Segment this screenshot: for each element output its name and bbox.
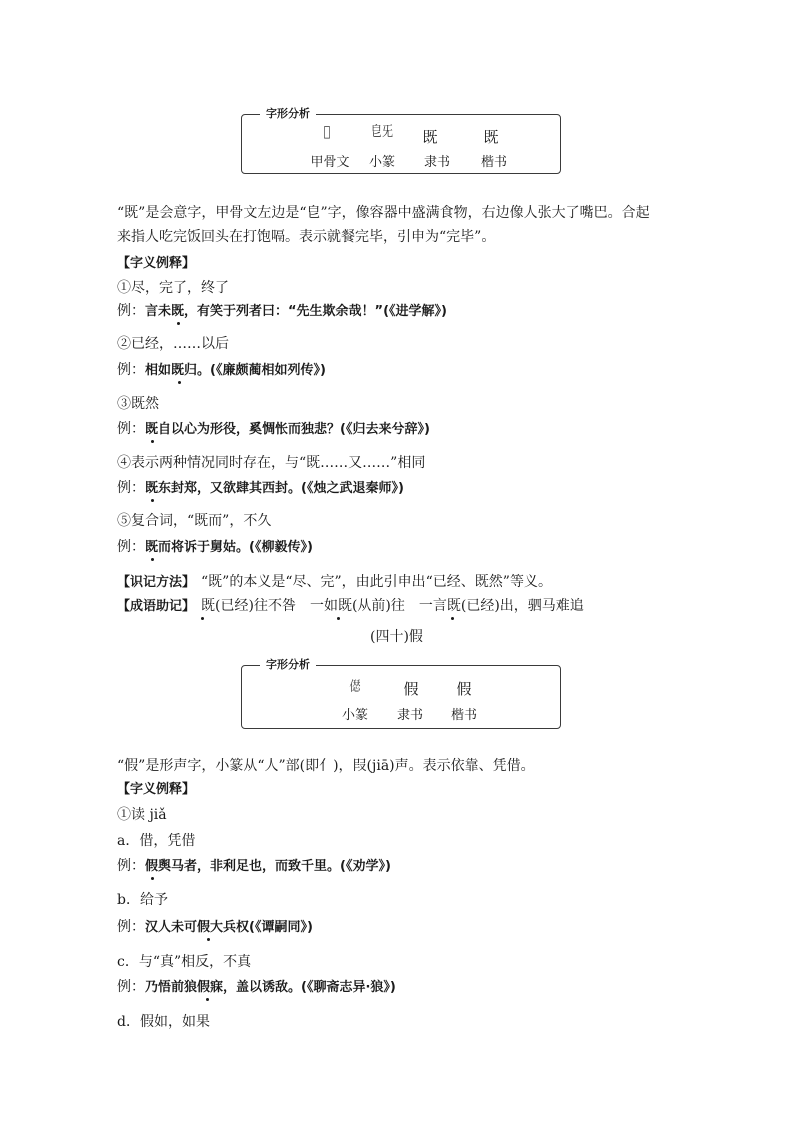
example-text: 言未既，有笑于列者曰：“先生欺余哉！”(《进学解》) [145, 304, 447, 319]
example-5 [117, 538, 313, 557]
sense-4: ④表示两种情况同时存在，与“既……又……”相同 [117, 455, 426, 471]
section-heading: (四十)假 [370, 629, 423, 645]
example-text: 乃悟前狼假寐，盖以诱敌。(《聊斋志异·狼》) [145, 980, 396, 995]
example-prefix: 例： [117, 480, 145, 496]
box-legend: 字形分析 [260, 657, 316, 673]
emphasis-dot [151, 558, 154, 561]
intro-line-1: “既”是会意字，甲骨文左边是“皀”字，像容器中盛满食物，右边像人张大了嘴巴。合起 [117, 205, 650, 221]
label-small-seal: 小篆 [341, 708, 368, 723]
example-prefix: 例： [117, 858, 145, 874]
example-4 [117, 479, 404, 498]
emphasis-dot [178, 381, 181, 384]
clerical-script-glyph: 假 [403, 680, 419, 698]
emphasis-dot [177, 322, 180, 325]
example-3 [117, 420, 430, 439]
meaning-header: 【字义例释】 [117, 782, 196, 797]
emphasis-dot [201, 617, 204, 620]
example-prefix: 例： [117, 303, 145, 319]
idiom-label: 【成语助记】 [117, 599, 196, 614]
example-text: 汉人未可假大兵权(《谭嗣同》) [145, 920, 313, 935]
emphasis-dot [151, 499, 154, 502]
sense-5: ⑤复合词，“既而”，不久 [117, 513, 272, 529]
sense-c: c．与“真”相反，不真 [117, 954, 252, 970]
example-1 [117, 302, 447, 321]
label-regular: 楷书 [480, 155, 507, 170]
emphasis-dot [207, 938, 210, 941]
oracle-bone-glyph: 𢀳 [323, 124, 331, 140]
idiom-aid [117, 597, 584, 616]
label-small-seal: 小篆 [368, 155, 395, 170]
emphasis-dot [337, 617, 340, 620]
example-text: 既东封郑，又欲肆其西封。(《烛之武退秦师》) [145, 481, 404, 496]
example-text: 假舆马者，非利足也，而致千里。(《劝学》) [145, 859, 391, 874]
intro-line: “假”是形声字，小篆从“人”部(即亻)，叚(jiā)声。表示依靠、凭借。 [117, 758, 535, 774]
intro-line-2: 来指人吃完饭回头在打饱嗝。表示就餐完毕，引申为“完毕”。 [117, 229, 496, 245]
label-clerical: 隶书 [396, 708, 423, 723]
emphasis-dot [206, 998, 209, 1001]
clerical-script-glyph: 既 [422, 128, 438, 146]
example-text: 相如既归。(《廉颇蔺相如列传》) [145, 363, 326, 378]
reading: ①读 jiǎ [117, 807, 167, 823]
example-prefix: 例： [117, 362, 145, 378]
example-text: 既自以心为形役，奚惆怅而独悲？(《归去来兮辞》) [145, 422, 430, 437]
example-text: 既而将诉于舅姑。(《柳毅传》) [145, 540, 313, 555]
box-legend: 字形分析 [260, 106, 316, 122]
glyph-analysis-box-jia [241, 658, 561, 729]
emphasis-dot [151, 440, 154, 443]
sense-2: ②已经，……以后 [117, 336, 229, 352]
glyph-analysis-box-ji [241, 107, 561, 174]
label-regular: 楷书 [450, 708, 477, 723]
sense-b: b．给予 [117, 892, 168, 908]
example-2 [117, 361, 326, 380]
meaning-header: 【字义例释】 [117, 256, 196, 271]
example-c [117, 978, 396, 997]
regular-script-glyph: 假 [456, 680, 472, 698]
seal-script-glyph: 𠍴 [349, 679, 361, 695]
label-oracle-bone: 甲骨文 [310, 155, 350, 170]
memory-label: 【识记方法】 [117, 575, 196, 590]
regular-script-glyph: 既 [483, 128, 499, 146]
emphasis-dot [151, 877, 154, 880]
example-b [117, 918, 313, 937]
memory-text: “既”的本义是“尽、完”，由此引申出“已经、既然”等义。 [201, 574, 552, 590]
example-prefix: 例： [117, 979, 145, 995]
example-a [117, 857, 391, 876]
example-prefix: 例： [117, 919, 145, 935]
emphasis-dot [451, 617, 454, 620]
idiom-text: 既(已经)往不咎 一如既(从前)往 一言既(已经)出，驷马难追 [201, 598, 584, 614]
example-prefix: 例： [117, 421, 145, 437]
sense-3: ③既然 [117, 396, 159, 412]
memory-method [117, 573, 552, 592]
sense-d: d．假如，如果 [117, 1014, 210, 1030]
sense-a: a．借，凭借 [117, 833, 196, 849]
sense-1: ①尽，完了，终了 [117, 280, 229, 296]
label-clerical: 隶书 [423, 155, 450, 170]
seal-script-glyph: 皀旡 [370, 124, 394, 140]
example-prefix: 例： [117, 539, 145, 555]
